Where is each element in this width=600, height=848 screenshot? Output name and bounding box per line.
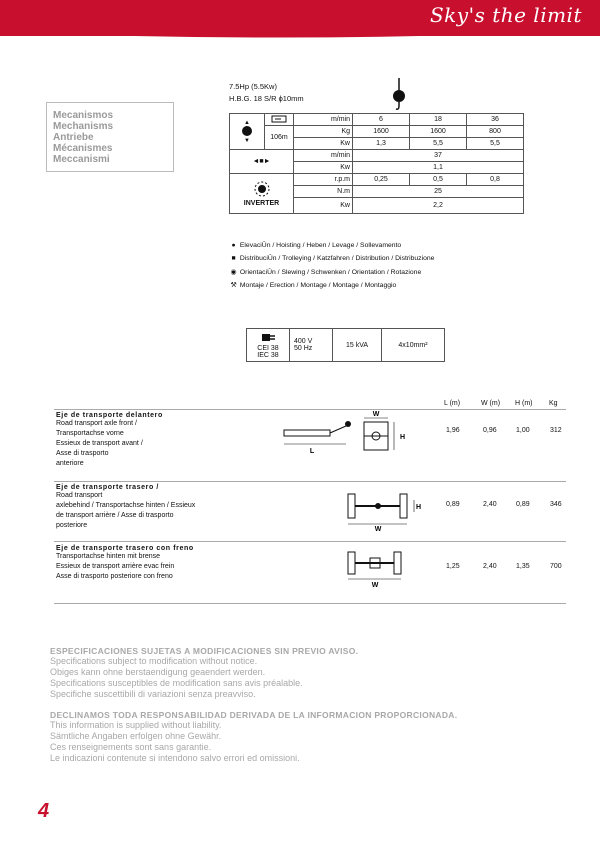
cable: 4x10mm²	[382, 329, 445, 362]
hoist-icon-cell	[230, 114, 265, 150]
notes-liability-heading: DECLINAMOS TODA RESPONSABILIDAD DERIVADA DE LA INFORMACION PROPORCIONADA.	[50, 710, 458, 720]
legend-slewing	[229, 268, 421, 276]
row3-weight: 700	[550, 563, 562, 570]
notes-specs-heading: ESPECIFICACIONES SUJETAS A MODIFICACIONES SIN PREVIO AVISO.	[50, 646, 359, 656]
value-cell: 800	[467, 126, 524, 138]
legend-erection	[229, 281, 396, 289]
value-cell: 1,3	[353, 138, 410, 150]
value-cell: 6	[353, 114, 410, 126]
norm-cei: CEI 38	[257, 345, 279, 352]
width-label: W	[372, 411, 380, 418]
note-line: This information is supplied without liability.	[50, 720, 222, 730]
row2-weight: 346	[550, 501, 562, 508]
value-cell: 0,8	[467, 174, 524, 186]
transport-title: Eje de transporte trasero /	[56, 484, 159, 491]
slewing-icon	[251, 180, 273, 198]
note-line: Le indicazioni contenute si intendono salvo errori ed omissioni.	[50, 753, 300, 763]
front-axle-diagram	[280, 408, 410, 460]
note-line: Obiges kann ohne berstaendigung geaendert werden.	[50, 667, 266, 677]
transport-title: Eje de transporte delantero	[56, 412, 163, 419]
value-cell: 1600	[353, 126, 410, 138]
transport-desc-line: Asse di trasporto posteriore con freno	[56, 573, 173, 580]
note-line: Ces renseignements sont sans garantie.	[50, 742, 212, 752]
transport-desc-line: anteriore	[56, 460, 84, 467]
mechanisms-label-box	[46, 102, 174, 172]
power-table	[246, 328, 445, 362]
row3-width: 2,40	[483, 563, 497, 570]
transport-desc-line: posteriore	[56, 522, 88, 529]
note-line: Specifications susceptibles de modification sans avis préalable.	[50, 678, 303, 688]
unit-cell: r.p.m	[294, 174, 353, 186]
legend-text: ElevaciÛn / Hoisting / Heben / Levage / Sollevamento	[239, 242, 402, 249]
row3-length: 1,25	[446, 563, 460, 570]
unit-cell: Kw	[294, 138, 353, 150]
rear-axle-diagram	[344, 490, 424, 532]
note-line: Specifiche suscettibili di variazioni senza preavviso.	[50, 689, 256, 699]
divider	[54, 541, 566, 542]
page-number: 4	[38, 800, 50, 822]
row3-height: 1,35	[516, 563, 530, 570]
inverter-label: INVERTER	[243, 200, 280, 207]
unit-cell: m/min	[294, 114, 353, 126]
divider	[54, 603, 566, 604]
row1-length: 1,96	[446, 427, 460, 434]
note-line: Specifications subject to modification without notice.	[50, 656, 258, 666]
width-label: W	[371, 582, 379, 588]
value-cell: 37	[353, 150, 524, 162]
spec-table	[229, 113, 524, 214]
arrow-down-icon: ▼	[244, 137, 250, 144]
value-cell: 5,5	[410, 138, 467, 150]
transport-desc-line: Asse di trasporto	[56, 450, 109, 457]
motor-power: 7.5Hp (5.5Kw)	[229, 82, 277, 91]
value-cell: 0,25	[353, 174, 410, 186]
note-line: Sämtliche Angaben erfolgen ohne Gewähr.	[50, 731, 222, 741]
value-cell: 18	[410, 114, 467, 126]
value-cell: 1,1	[353, 162, 524, 174]
mechanisms-label-es: Mecanismos	[53, 110, 114, 121]
hoisting-icon: ●	[231, 242, 236, 249]
slewing-icon-cell	[230, 174, 294, 214]
trolley-icon-cell	[230, 150, 294, 174]
transport-row-rear	[56, 484, 256, 531]
row2-height: 0,89	[516, 501, 530, 508]
trolleying-icon: ■	[231, 255, 236, 262]
col-head-height: H (m)	[515, 400, 533, 407]
mechanisms-label-de: Antriebe	[53, 132, 94, 143]
plug-icon	[260, 331, 276, 343]
length-label: L	[309, 448, 315, 455]
legend-text: DistribuciÛn / Trolleying / Katzfahren / Distribution / Distribuzione	[239, 255, 435, 262]
row2-length: 0,89	[446, 501, 460, 508]
hook-icon	[388, 78, 410, 112]
notes-specs	[50, 646, 570, 700]
erection-icon: ⚒	[230, 282, 237, 289]
value-cell: 36	[467, 114, 524, 126]
col-head-width: W (m)	[481, 400, 501, 407]
row1-height: 1,00	[516, 427, 530, 434]
hoisting-icon	[242, 126, 252, 136]
transport-desc-line: Essieux de transport avant /	[56, 440, 143, 447]
legend-trolleying	[229, 255, 434, 262]
header-curve	[0, 28, 600, 42]
slewing-icon: ◉	[230, 269, 237, 276]
trolleying-icon: ◄■►	[252, 158, 271, 165]
transport-title: Eje de transporte trasero con freno	[56, 545, 194, 552]
mechanisms-label-fr: Mécanismes	[53, 143, 113, 154]
unit-cell: N.m	[294, 186, 353, 198]
height-label: H	[400, 434, 406, 441]
mechanisms-label-en: Mechanisms	[53, 121, 114, 132]
legend-text: OrientaciÛn / Slewing / Schwenken / Orientation / Rotazione	[239, 269, 422, 276]
value-cell: 5,5	[467, 138, 524, 150]
voltage: 400 V	[294, 338, 313, 345]
transport-desc-line: Transportachse vorne	[56, 430, 124, 437]
legend-text: Montaje / Erection / Montage / Montage / Montaggio	[239, 282, 397, 289]
height-label: H	[416, 504, 422, 511]
unit-cell: Kw	[294, 162, 353, 174]
transport-desc-line: Transportachse hinten mit brense	[56, 553, 161, 560]
value-cell: 25	[353, 186, 524, 198]
value-cell: 0,5	[410, 174, 467, 186]
rear-brake-axle-diagram	[344, 548, 414, 588]
plug-cell	[247, 329, 290, 362]
value-cell: 2,2	[353, 198, 524, 214]
unit-cell: Kg	[294, 126, 353, 138]
slogan: Sky's the limit	[429, 3, 582, 27]
kva: 15 kVA	[333, 329, 382, 362]
transport-row-rear-brake	[56, 545, 256, 582]
voltage-cell	[290, 329, 333, 362]
width-label: W	[374, 526, 382, 532]
row1-width: 0,96	[483, 427, 497, 434]
transport-desc-line: axlebehind / Transportachse hinten / Essieux	[56, 502, 196, 509]
transport-desc-line: Essieux de transport arrière evac frein	[56, 563, 175, 570]
col-head-weight: Kg	[549, 400, 558, 407]
motor-symbol-icon	[271, 115, 287, 123]
transport-desc-line: Road transport	[56, 492, 103, 499]
transport-row-front	[56, 412, 236, 469]
unit-cell: m/min	[294, 150, 353, 162]
transport-desc-line: de transport arrière / Asse di trasporto	[56, 512, 174, 519]
hoist-height: 106m	[265, 126, 294, 150]
motor-symbol-cell	[265, 114, 294, 126]
notes-liability	[50, 710, 570, 764]
frequency: 50 Hz	[294, 345, 313, 352]
divider	[54, 481, 566, 482]
col-head-length: L (m)	[444, 400, 461, 407]
value-cell: 1600	[410, 126, 467, 138]
transport-desc-line: Road transport axle front /	[56, 420, 137, 427]
arrow-up-icon: ▲	[244, 119, 250, 126]
legend-hoisting	[229, 242, 401, 249]
mechanisms-label-it: Meccanismi	[53, 154, 110, 165]
row2-width: 2,40	[483, 501, 497, 508]
norm-iec: IEC 38	[257, 352, 279, 359]
row1-weight: 312	[550, 427, 562, 434]
motor-model: H.B.G. 18 S/R ϕ10mm	[229, 94, 304, 103]
unit-cell: Kw	[294, 198, 353, 214]
